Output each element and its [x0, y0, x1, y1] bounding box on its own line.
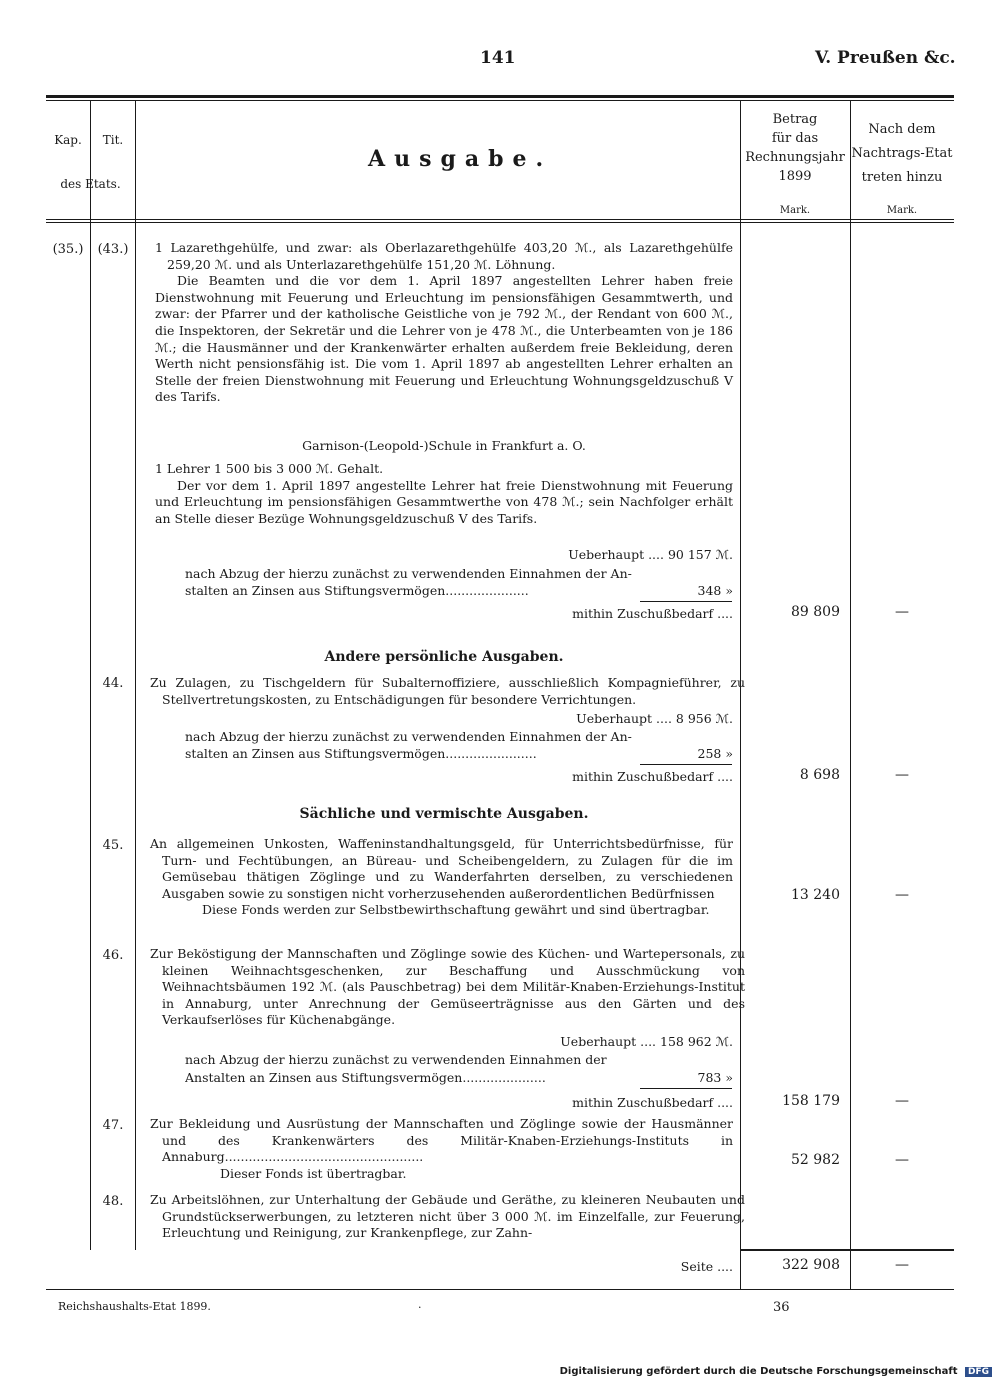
paragraph: An allgemeinen Unkosten, Waffeninstandhaltungsgeld, für Unterrichtsbedürfnisse, für Turn- und Fechtübungen, an Büreau- und Scheibengeldern, zu Zulagen für die im Gemüsebau thätigen Zöglinge und zu Wanderfahrten derselben, zu verschiedenen Ausgaben sowie zu sonstigen nicht vorherzusehenden außerordentlichen Bedürfnissen [150, 836, 733, 901]
tit-number: 46. [102, 948, 124, 963]
abzug-line: stalten an Zinsen aus Stiftungsvermögen..................... [185, 583, 529, 598]
footer-dot: . [418, 1298, 422, 1311]
paragraph: Diese Fonds werden zur Selbstbewirthschaftung gewährt und sind übertragbar. [202, 902, 710, 918]
amount-betrag: 52 982 [791, 1152, 840, 1168]
footer-left: Reichshaushalts-Etat 1899. [58, 1300, 211, 1313]
section-heading: Sächliche und vermischte Ausgaben. [299, 806, 589, 822]
paragraph: 1 Lazarethgehülfe, und zwar: als Oberlazarethgehülfe 403,20 ℳ., als Lazarethgehülfe 259,20 ℳ. und als Unterlazarethgehülfe 151,20 ℳ. Löhnung. [155, 240, 733, 272]
amount-nach: — [895, 604, 909, 620]
header-betrag-line: 1899 [778, 169, 812, 184]
sum-rule [640, 601, 732, 602]
amount-betrag: 89 809 [791, 604, 840, 620]
digitization-note [560, 1366, 992, 1377]
header-nach-line: Nachtrags-Etat [851, 146, 953, 161]
title-43-text [155, 240, 733, 406]
amount-nach: — [895, 1093, 909, 1109]
col-divider-kap-tit [90, 100, 91, 1250]
ueberhaupt-line: Ueberhaupt .... 8 956 ℳ. [576, 711, 733, 726]
abzug-amount: 783 » [697, 1070, 733, 1085]
paragraph: Zur Bekleidung und Ausrüstung der Mannschaften und Zöglinge sowie der Hausmänner und des Krankenwärters des Militär-Knaben-Erziehungs-Instituts in Annaburg.................................................. [150, 1116, 733, 1165]
sum-rule [640, 1088, 732, 1089]
ueberhaupt-line: Ueberhaupt .... 90 157 ℳ. [568, 547, 733, 562]
section-title: Ausgabe. [368, 146, 553, 172]
abzug-line: stalten an Zinsen aus Stiftungsvermögen....................... [185, 746, 537, 761]
abzug-amount: 258 » [697, 746, 733, 761]
header-nach [850, 118, 954, 190]
digitization-text: Digitalisierung gefördert durch die Deutsche Forschungsgemeinschaft [559, 1366, 958, 1377]
amount-betrag: 8 698 [799, 767, 840, 783]
title-44-text: Zu Zulagen, zu Tischgeldern für Subalternoffiziere, ausschließlich Kompagnieführer, zu Stellvertretungskosten, zu Entschädigungen für besondere Verrichtungen. [150, 675, 745, 707]
header-betrag-line: Betrag [772, 112, 818, 127]
header-mark-betrag: Mark. [779, 205, 811, 216]
paragraph: 1 Lehrer 1 500 bis 3 000 ℳ. Gehalt. [155, 461, 384, 476]
page-number: 141 [480, 48, 516, 68]
kap-number: (35.) [52, 242, 84, 257]
dfg-logo: DFG [965, 1367, 992, 1377]
page-sum-rule [740, 1249, 954, 1251]
title-48-text: Zu Arbeitslöhnen, zur Unterhaltung der Gebäude und Geräthe, zu kleineren Neubauten und Grundstückserwerbungen, zu letzteren nicht über 3 000 ℳ. im Einzelfalle, zur Feuerung, Erleuchtung und Reinigung, zur Krankenpflege, zur Zahn- [150, 1192, 745, 1241]
section-heading: Andere persönliche Ausgaben. [324, 649, 564, 665]
amount-nach: — [895, 767, 909, 783]
tit-number: (43.) [97, 242, 129, 257]
header-betrag-line: Rechnungsjahr [745, 150, 845, 165]
col-divider-tit-text [135, 100, 136, 1250]
header-bottom-rule [46, 219, 954, 220]
mithin-line: mithin Zuschußbedarf .... [572, 769, 733, 784]
header-nach-line: Nach dem [868, 122, 936, 137]
garnison-heading: Garnison-(Leopold-)Schule in Frankfurt a. O. [302, 438, 586, 453]
bottom-rule [46, 1289, 954, 1290]
header-bottom-rule-2 [46, 222, 954, 223]
footer-page: 36 [773, 1300, 790, 1315]
mithin-line: mithin Zuschußbedarf .... [572, 1095, 733, 1110]
paragraph: Der vor dem 1. April 1897 angestellte Lehrer hat freie Dienstwohnung mit Feuerung und Erleuchtung im pensionsfähigen Gesammtwerthe von 478 ℳ.; sein Nachfolger erhält an Stelle dieser Bezüge Wohnungsgeldzuschuß V des Tarifs. [155, 477, 733, 526]
abzug-line: nach Abzug der hierzu zunächst zu verwendenden Einnahmen der An- [185, 729, 632, 744]
ueberhaupt-line: Ueberhaupt .... 158 962 ℳ. [560, 1034, 733, 1049]
paragraph: Die Beamten und die vor dem 1. April 1897 angestellten Lehrer haben freie Dienstwohnung mit Feuerung und Erleuchtung im pensionsfähigen Gesammtwerth, und zwar: der Pfarrer und der katholische Geistliche von je 792 ℳ., der Rendant von 600 ℳ., die Inspektoren, der Sekretär und die Lehrer von je 478 ℳ., die Unterbeamten von je 186 ℳ.; die Hausmänner und der Krankenwärter erhalten außerdem freie Bekleidung, deren Werth nicht pensionsfähig ist. Die vom 1. April 1897 ab angestellten Lehrer erhalten an Stelle der freien Dienstwohnung mit Feuerung und Erleuchtung Wohnungsgeldzuschuß V des Tarifs. [155, 273, 733, 405]
top-rule [46, 95, 954, 98]
running-title: V. Preußen &c. [815, 48, 956, 68]
col-divider-betrag-nach [850, 100, 851, 1290]
page-sum-nach: — [895, 1257, 909, 1273]
abzug-line: nach Abzug der hierzu zunächst zu verwendenden Einnahmen der [185, 1052, 607, 1067]
abzug-line: Anstalten an Zinsen aus Stiftungsvermögen..................... [185, 1070, 546, 1085]
title-46-text: Zur Beköstigung der Mannschaften und Zöglinge sowie des Küchen- und Wartepersonals, zu kleinen Weihnachtsgeschenken, zur Beschaffung und Ausschmückung von Weihnachtsbäumen 192 ℳ. (als Pauschbetrag) bei dem Militär-Knaben-Erziehungs-Institut in Annaburg, unter Anrechnung der Gemüseerträgnisse aus den Gärten und des Verkaufserlöses für Küchenabgänge. [150, 946, 745, 1028]
tit-number: 44. [102, 676, 124, 691]
title-47-text [150, 1116, 733, 1182]
amount-nach: — [895, 1152, 909, 1168]
seite-label: Seite .... [680, 1259, 733, 1274]
header-kap: Kap. [54, 133, 82, 147]
tit-number: 48. [102, 1194, 124, 1209]
tit-number: 47. [102, 1118, 124, 1133]
title-45-text [150, 836, 733, 919]
header-betrag [740, 110, 850, 186]
tit-number: 45. [102, 838, 124, 853]
page-sum-betrag: 322 908 [782, 1257, 840, 1273]
title-43-text-2 [155, 461, 733, 527]
abzug-line: nach Abzug der hierzu zunächst zu verwendenden Einnahmen der An- [185, 566, 632, 581]
header-des-etats: des Etats. [60, 177, 121, 191]
header-mark-nach: Mark. [886, 205, 918, 216]
amount-nach: — [895, 887, 909, 903]
header-nach-line: treten hinzu [861, 170, 943, 185]
header-tit: Tit. [102, 133, 124, 147]
header-betrag-line: für das [771, 131, 819, 146]
amount-betrag: 158 179 [782, 1093, 840, 1109]
mithin-line: mithin Zuschußbedarf .... [572, 606, 733, 621]
abzug-amount: 348 » [697, 583, 733, 598]
sum-rule [640, 764, 732, 765]
paragraph: Dieser Fonds ist übertragbar. [220, 1165, 407, 1181]
amount-betrag: 13 240 [791, 887, 840, 903]
top-rule-thin [46, 100, 954, 101]
